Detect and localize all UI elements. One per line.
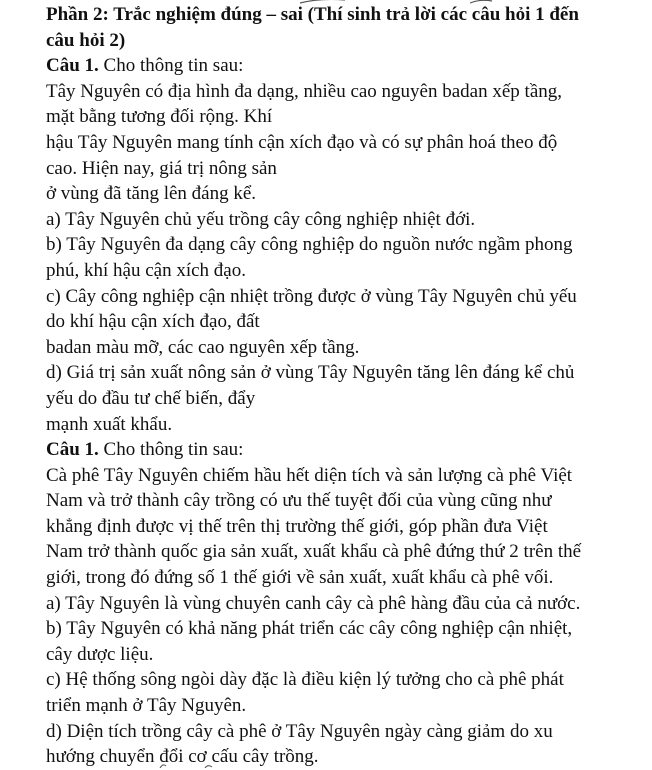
section-heading	[46, 2, 646, 53]
statement-line: c) Cây công nghiệp cận nhiệt trồng được ở vùng Tây Nguyên chủ yếu	[46, 285, 577, 307]
statement-line: b) Tây Nguyên đa dạng cây công nghiệp do nguồn nước ngầm phong	[46, 234, 573, 256]
passage-line: ở vùng đã tăng lên đáng kể.	[46, 183, 257, 205]
heading-line-2: câu hỏi 2)	[46, 29, 126, 51]
passage-line: hậu Tây Nguyên mang tính cận xích đạo và có sự phân hoá theo độ	[46, 131, 558, 153]
passage-line: mặt bằng tương đối rộng. Khí	[46, 106, 273, 128]
statement-a	[46, 207, 646, 233]
question-block-1	[46, 53, 646, 437]
statement-line: a) Tây Nguyên chủ yếu trồng cây công nghiệp nhiệt đới.	[46, 208, 476, 230]
passage-line: Nam và trở thành cây trồng có ưu thế tuyệt đối của vùng cũng như	[46, 490, 552, 512]
passage-line: Nam trở thành quốc gia sản xuất, xuất khẩu cà phê đứng thứ 2 trên thế	[46, 541, 582, 563]
question-passage	[46, 463, 646, 591]
statement-a	[46, 591, 646, 617]
passage-line: Cà phê Tây Nguyên chiếm hầu hết diện tích và sản lượng cà phê Việt	[46, 464, 573, 486]
statement-line: c) Hệ thống sông ngòi dày đặc là điều kiện lý tưởng cho cà phê phát	[46, 669, 564, 691]
statement-line: d) Diện tích trồng cây cà phê ở Tây Nguyên ngày càng giảm do xu	[46, 720, 553, 742]
statement-line: a) Tây Nguyên là vùng chuyên canh cây cà phê hàng đầu của cả nước.	[46, 592, 581, 614]
question-title	[46, 437, 646, 463]
question-title	[46, 53, 646, 79]
question-intro: Cho thông tin sau:	[103, 55, 244, 77]
passage-line: Tây Nguyên có địa hình đa dạng, nhiều cao nguyên badan xếp tầng,	[46, 80, 563, 102]
passage-line: cao. Hiện nay, giá trị nông sản	[46, 157, 277, 179]
statement-line: yếu do đầu tư chế biến, đẩy	[46, 387, 256, 409]
document-body	[46, 2, 646, 770]
statement-c	[46, 667, 646, 718]
statement-line: triển mạnh ở Tây Nguyên.	[46, 695, 247, 717]
question-passage	[46, 79, 646, 207]
question-label: Câu 1.	[46, 439, 99, 461]
question-block-2	[46, 437, 646, 770]
passage-line: giới, trong đó đứng số 1 thế giới về sản xuất, xuất khẩu cà phê vối.	[46, 567, 554, 589]
question-intro: Cho thông tin sau:	[103, 439, 244, 461]
statement-b	[46, 616, 646, 667]
statement-line: cây dược liệu.	[46, 643, 154, 665]
question-label: Câu 1.	[46, 55, 99, 77]
statement-line: d) Giá trị sản xuất nông sản ở vùng Tây Nguyên tăng lên đáng kể chủ	[46, 362, 575, 384]
statement-line: b) Tây Nguyên có khả năng phát triển các cây công nghiệp cận nhiệt,	[46, 618, 573, 640]
statement-d	[46, 360, 646, 437]
heading-line-1: Phần 2: Trắc nghiệm đúng – sai (Thí sinh trả lời các câu hỏi 1 đến	[46, 4, 579, 25]
statement-b	[46, 232, 646, 283]
statement-line: badan màu mỡ, các cao nguyên xếp tầng.	[46, 336, 360, 358]
statement-line: phú, khí hậu cận xích đạo.	[46, 259, 246, 281]
bottom-crop-artifact	[0, 762, 652, 768]
statement-line: hướng chuyển đổi cơ cấu cây trồng.	[46, 746, 319, 768]
statement-c	[46, 284, 646, 361]
statement-line: mạnh xuất khẩu.	[46, 413, 173, 435]
statement-line: do khí hậu cận xích đạo, đất	[46, 311, 260, 333]
passage-line: khẳng định được vị thế trên thị trường thế giới, góp phần đưa Việt	[46, 515, 548, 537]
